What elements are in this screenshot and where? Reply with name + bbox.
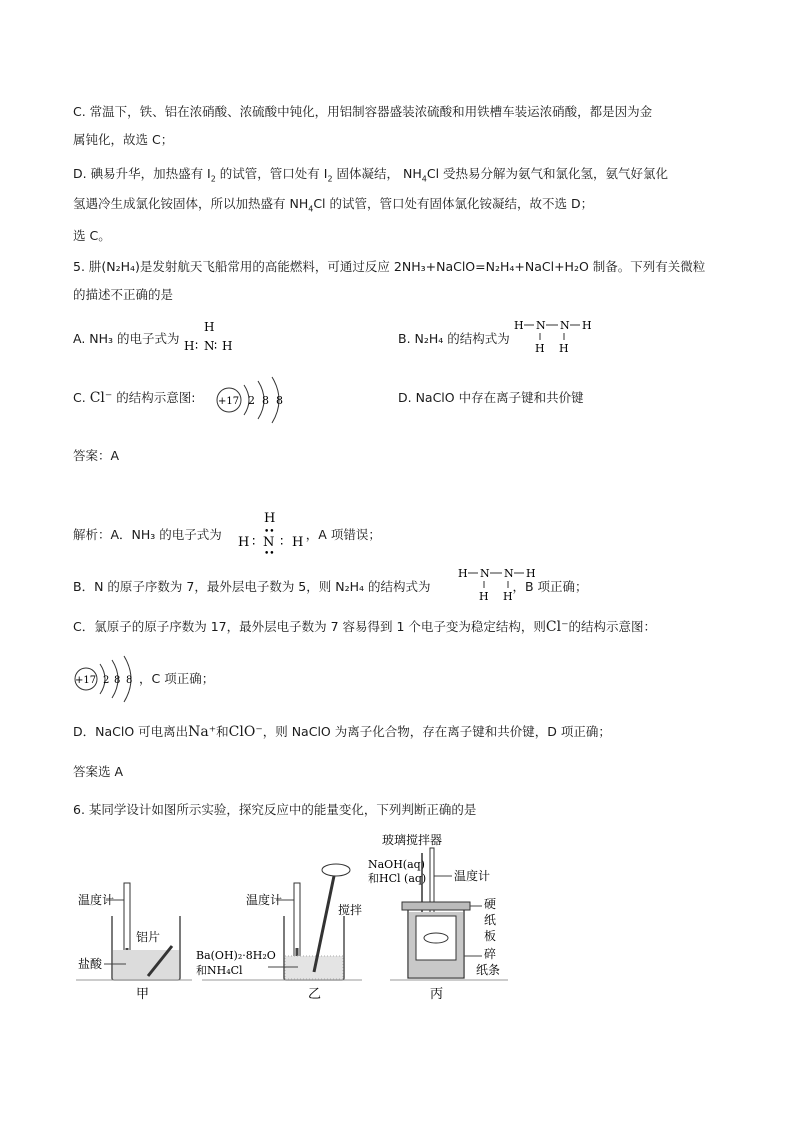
svg-text:∶: ∶ — [280, 535, 284, 550]
n-atom: N — [204, 339, 215, 353]
select-c: 选 C。 — [73, 228, 111, 243]
svg-text:N: N — [480, 567, 490, 580]
lone-dots: ∶ — [214, 339, 218, 353]
svg-text:+17: +17 — [75, 675, 97, 686]
svg-text:温度计: 温度计 — [246, 893, 283, 907]
svg-text:••: •• — [264, 527, 275, 537]
svg-text:••: •• — [264, 549, 275, 559]
h-atom-right: H — [222, 339, 233, 353]
svg-text:温度计: 温度计 — [78, 893, 115, 907]
svg-text:玻璃搅拌器: 玻璃搅拌器 — [382, 833, 443, 847]
svg-text:Ba(OH)₂·8H₂O: Ba(OH)₂·8H₂O — [196, 949, 276, 962]
svg-text:H: H — [526, 567, 536, 580]
svg-text:H: H — [264, 511, 276, 526]
nh3-electron-formula-small — [180, 318, 240, 358]
svg-text:8: 8 — [114, 675, 121, 686]
svg-text:盐酸: 盐酸 — [78, 957, 103, 971]
svg-text:H: H — [503, 590, 513, 603]
svg-text:H: H — [238, 535, 250, 550]
q6-stem: 6. 某同学设计如图所示实验，探究反应中的能量变化，下列判断正确的是 — [73, 802, 477, 817]
answer-2: 答案选 A — [73, 764, 124, 779]
svg-text:搅拌: 搅拌 — [338, 903, 363, 917]
q5-line1: 5. 肼(N₂H₄)是发射航天飞船常用的高能燃料，可通过反应 2NH₃+NaClO=N₂H₄+NaCl+H₂O 制备。下列有关微粒 — [73, 259, 706, 274]
svg-text:N: N — [536, 319, 546, 332]
svg-text:N: N — [263, 535, 275, 550]
experiment-figure — [72, 828, 512, 1008]
n2h4-structure-large — [456, 564, 538, 604]
svg-text:乙: 乙 — [308, 987, 322, 1002]
option-c-line2: 属钝化，故选 C； — [73, 132, 174, 147]
svg-text:8: 8 — [126, 675, 133, 686]
explain-a: 解析：A．NH₃ 的电子式为 ，A 项错误； — [73, 527, 381, 542]
h-atom-top: H — [204, 320, 215, 334]
option-c: C. Cl⁻ 的结构示意图: — [73, 390, 196, 406]
cl-ion-structure-small — [214, 373, 294, 423]
svg-text:H: H — [582, 319, 592, 332]
n2h4-structure-small — [512, 316, 594, 356]
svg-text:N: N — [504, 567, 514, 580]
svg-text:和HCl (aq): 和HCl (aq) — [368, 872, 427, 885]
nh3-electron-formula-large — [232, 508, 316, 559]
svg-text:+17: +17 — [218, 396, 240, 407]
option-c-line1: C. 常温下，铁、铝在浓硝酸、浓硫酸中钝化，用铝制容器盛装浓硫酸和用铁槽车装运浓硝酸，都是因为金 — [73, 104, 653, 119]
svg-text:碎: 碎 — [484, 947, 497, 961]
svg-text:8: 8 — [262, 394, 269, 407]
explain-c: C．氯原子的原子序数为 17，最外层电子数为 7 容易得到 1 个电子变为稳定结构，则Cl⁻的结构示意图： — [73, 619, 657, 635]
svg-text:H: H — [458, 567, 468, 580]
svg-text:H: H — [479, 590, 489, 603]
svg-text:H: H — [514, 319, 524, 332]
svg-text:和NH₄Cl: 和NH₄Cl — [196, 964, 243, 977]
svg-text:硬: 硬 — [484, 897, 497, 911]
explain-b: B．N 的原子序数为 7，最外层电子数为 5，则 N₂H₄ 的结构式为 ，B 项正确； — [73, 579, 588, 594]
option-b: B. N₂H₄ 的结构式为 — [398, 331, 510, 346]
apparatus-bing — [368, 832, 508, 1002]
svg-text:8: 8 — [276, 394, 283, 407]
option-a: A. NH₃ 的电子式为 — [73, 331, 180, 346]
svg-text:铝片: 铝片 — [136, 930, 161, 944]
svg-text:∶: ∶ — [252, 535, 256, 550]
option-d-line1: D. 碘易升华，加热盛有 $I_2$ 的试管，管口处有 $I_2$ 固体凝结， $NH_4Cl$ 受热易分解为氨气和氯化氢，氨气好氯化 — [73, 166, 669, 184]
svg-text:2: 2 — [103, 675, 110, 686]
svg-text:丙: 丙 — [430, 987, 444, 1002]
svg-text:H: H — [292, 535, 304, 550]
explain-c-tail: ，C 项正确； — [139, 671, 215, 686]
option-d: D. NaClO 中存在离子键和共价键 — [398, 390, 584, 405]
svg-text:板: 板 — [484, 929, 497, 943]
apparatus-jia — [76, 883, 192, 1002]
svg-text:2: 2 — [248, 394, 255, 407]
h-atom-left: H — [184, 339, 195, 353]
svg-text:纸: 纸 — [484, 913, 497, 927]
svg-text:甲: 甲 — [136, 987, 150, 1002]
svg-text:H: H — [535, 342, 545, 355]
option-d-line2: 氢遇冷生成氯化铵固体，所以加热盛有 $NH_4Cl$ 的试管，管口处有固体氯化铵凝结，故不选 D； — [73, 196, 594, 214]
q5-line2: 的描述不正确的是 — [73, 287, 174, 302]
svg-text:N: N — [560, 319, 570, 332]
svg-text:H: H — [559, 342, 569, 355]
explain-d: D．NaClO 可电离出Na⁺和ClO⁻，则 NaClO 为离子化合物，存在离子键和共价键，D 项正确； — [73, 724, 611, 740]
svg-text:温度计: 温度计 — [454, 869, 491, 883]
svg-text:纸条: 纸条 — [476, 963, 501, 977]
apparatus-yi — [196, 864, 362, 1002]
bond-dots: ∶ — [195, 339, 199, 353]
answer: 答案：A — [73, 448, 120, 463]
svg-text:NaOH(aq): NaOH(aq) — [368, 858, 425, 871]
